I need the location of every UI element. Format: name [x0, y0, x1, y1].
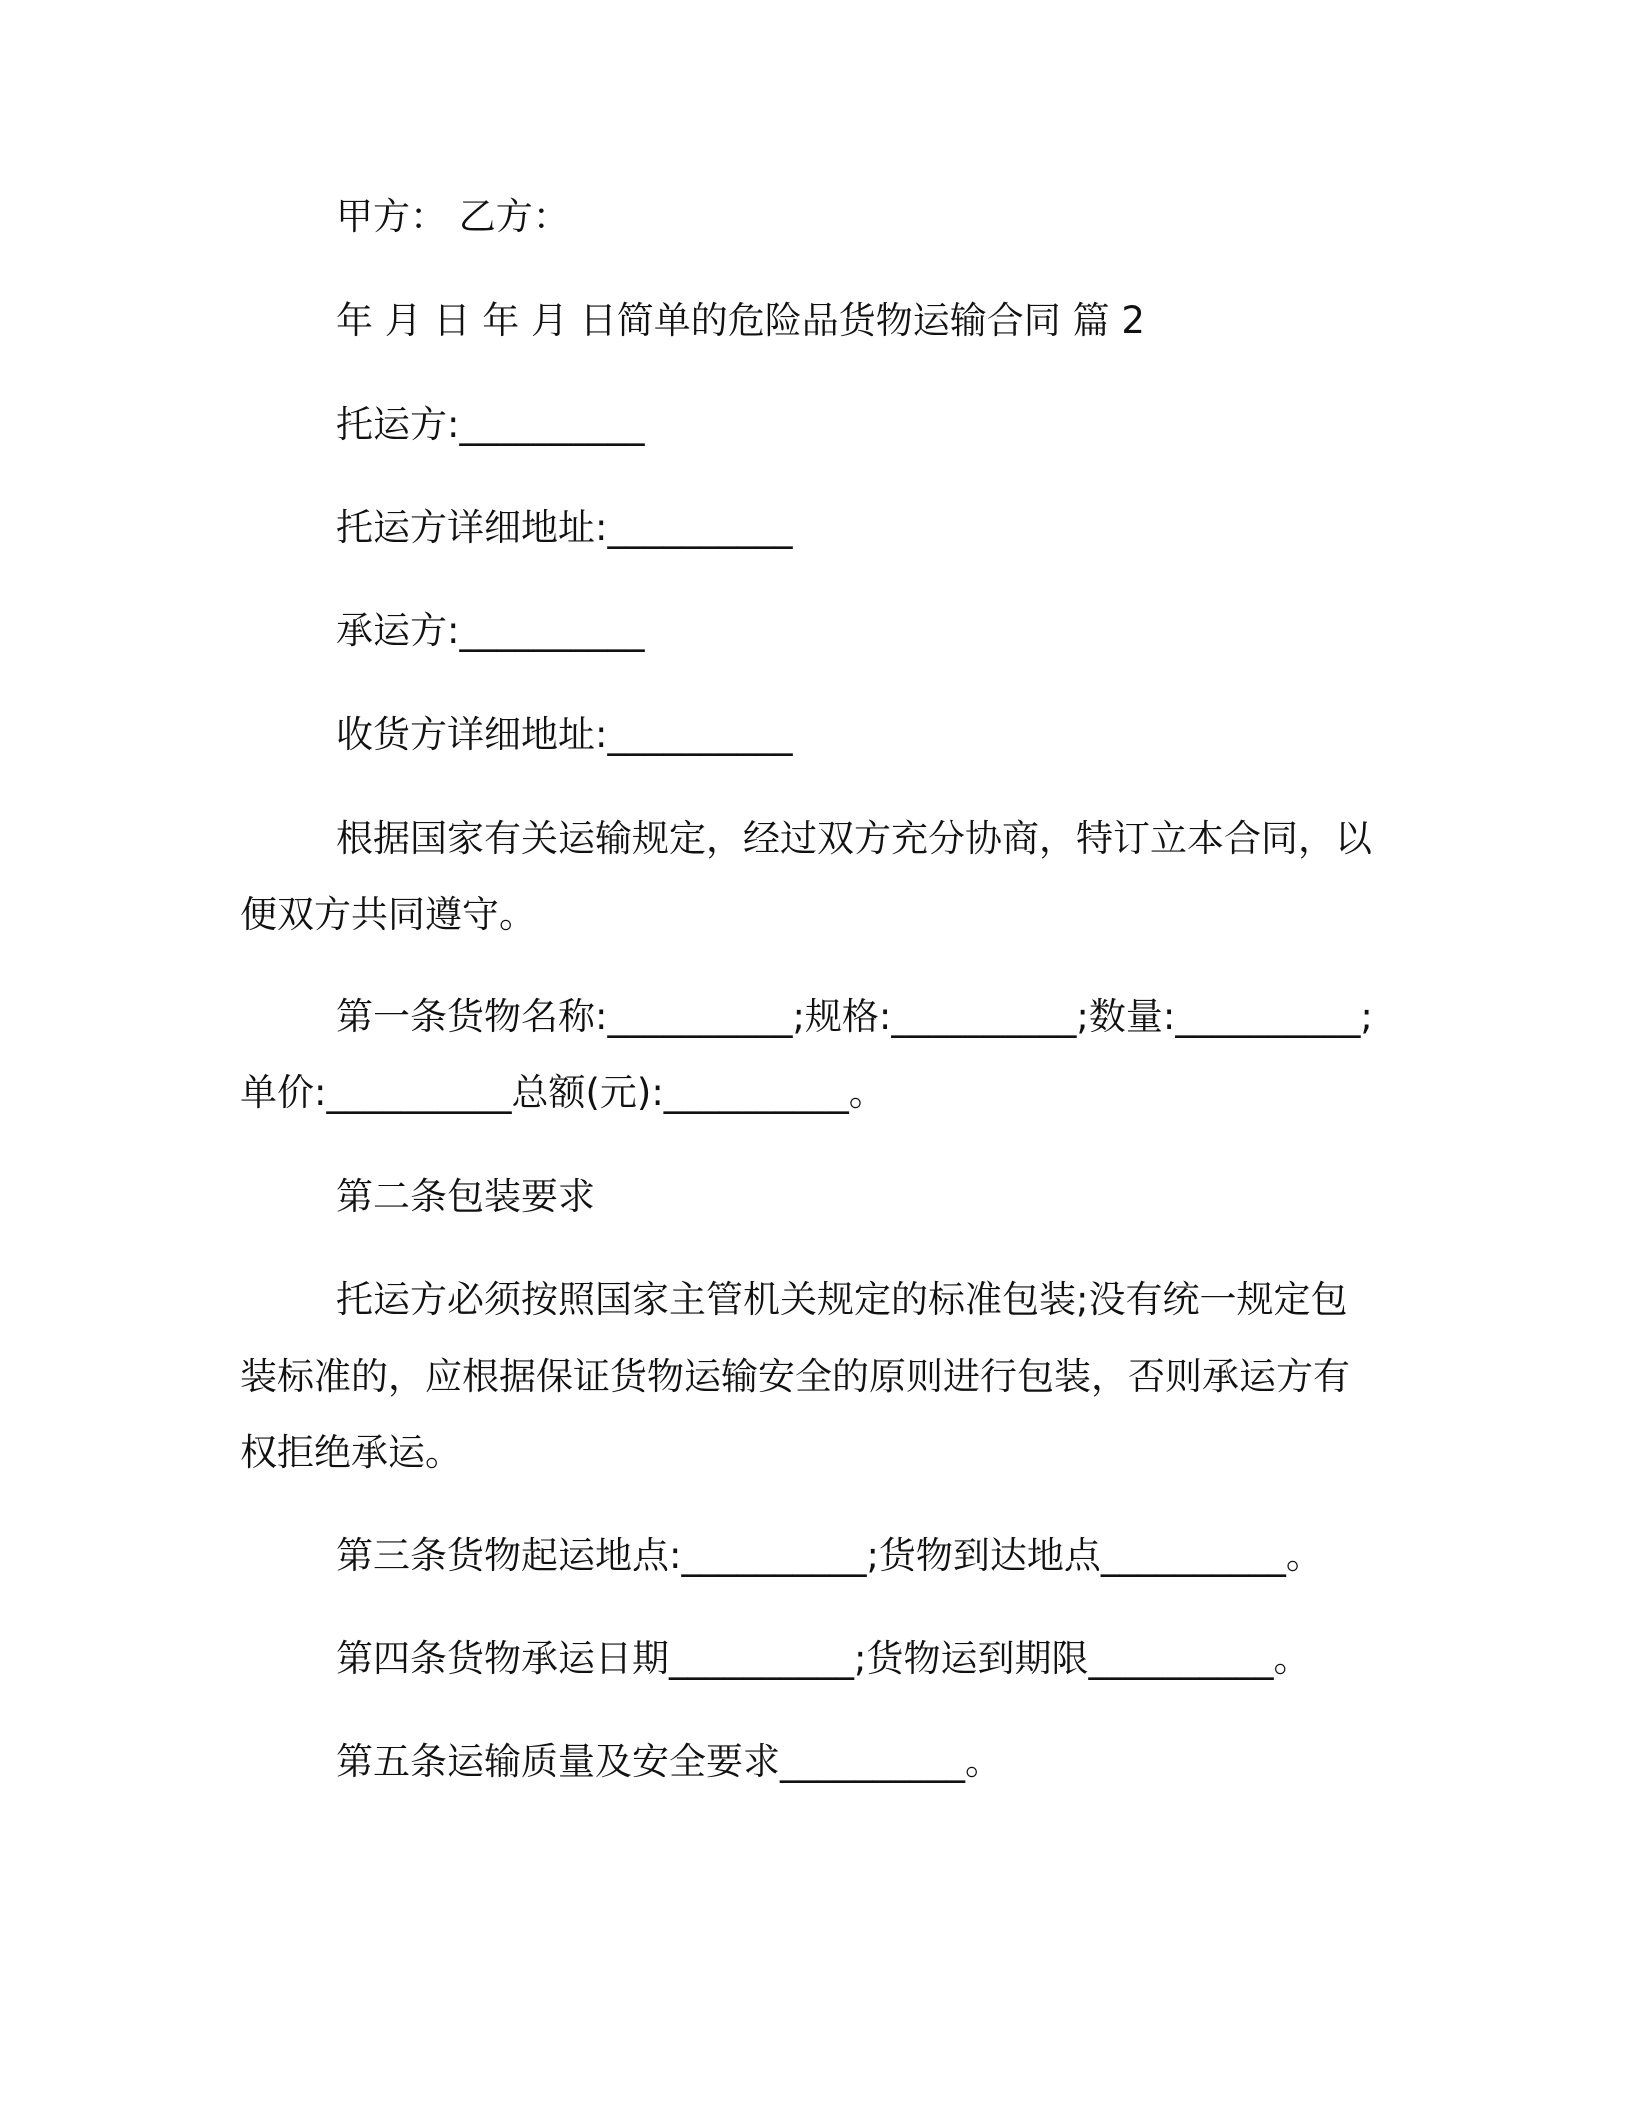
carrier-field: 承运方:__________ — [336, 609, 645, 652]
preamble-line-1: 根据国家有关运输规定，经过双方充分协商，特订立本合同，以 — [336, 817, 1372, 860]
article-4-line: 第四条货物承运日期__________;货物运到期限__________。 — [336, 1637, 1311, 1680]
article-2-text-line-1: 托运方必须按照国家主管机关规定的标准包装;没有统一规定包 — [336, 1278, 1348, 1321]
party-line: 甲方： 乙方： — [336, 195, 570, 238]
article-1-line-2: 单价:__________总额(元):__________。 — [240, 1071, 886, 1114]
preamble-line-2: 便双方共同遵守。 — [240, 893, 536, 936]
shipper-address-field: 托运方详细地址:__________ — [336, 506, 793, 549]
article-1-line-1: 第一条货物名称:__________;规格:__________;数量:__________; — [336, 995, 1373, 1038]
shipper-field: 托运方:__________ — [336, 403, 645, 446]
article-3-line: 第三条货物起运地点:__________;货物到达地点__________。 — [336, 1534, 1323, 1577]
contract-title-line: 年 月 日 年 月 日简单的危险品货物运输合同 篇 2 — [336, 299, 1145, 342]
article-2-text-line-3: 权拒绝承运。 — [240, 1431, 462, 1474]
consignee-address-field: 收货方详细地址:__________ — [336, 713, 793, 756]
article-2-heading: 第二条包装要求 — [336, 1175, 595, 1218]
article-5-line: 第五条运输质量及安全要求__________。 — [336, 1740, 1002, 1783]
article-2-text-line-2: 装标准的，应根据保证货物运输安全的原则进行包装，否则承运方有 — [240, 1355, 1350, 1398]
